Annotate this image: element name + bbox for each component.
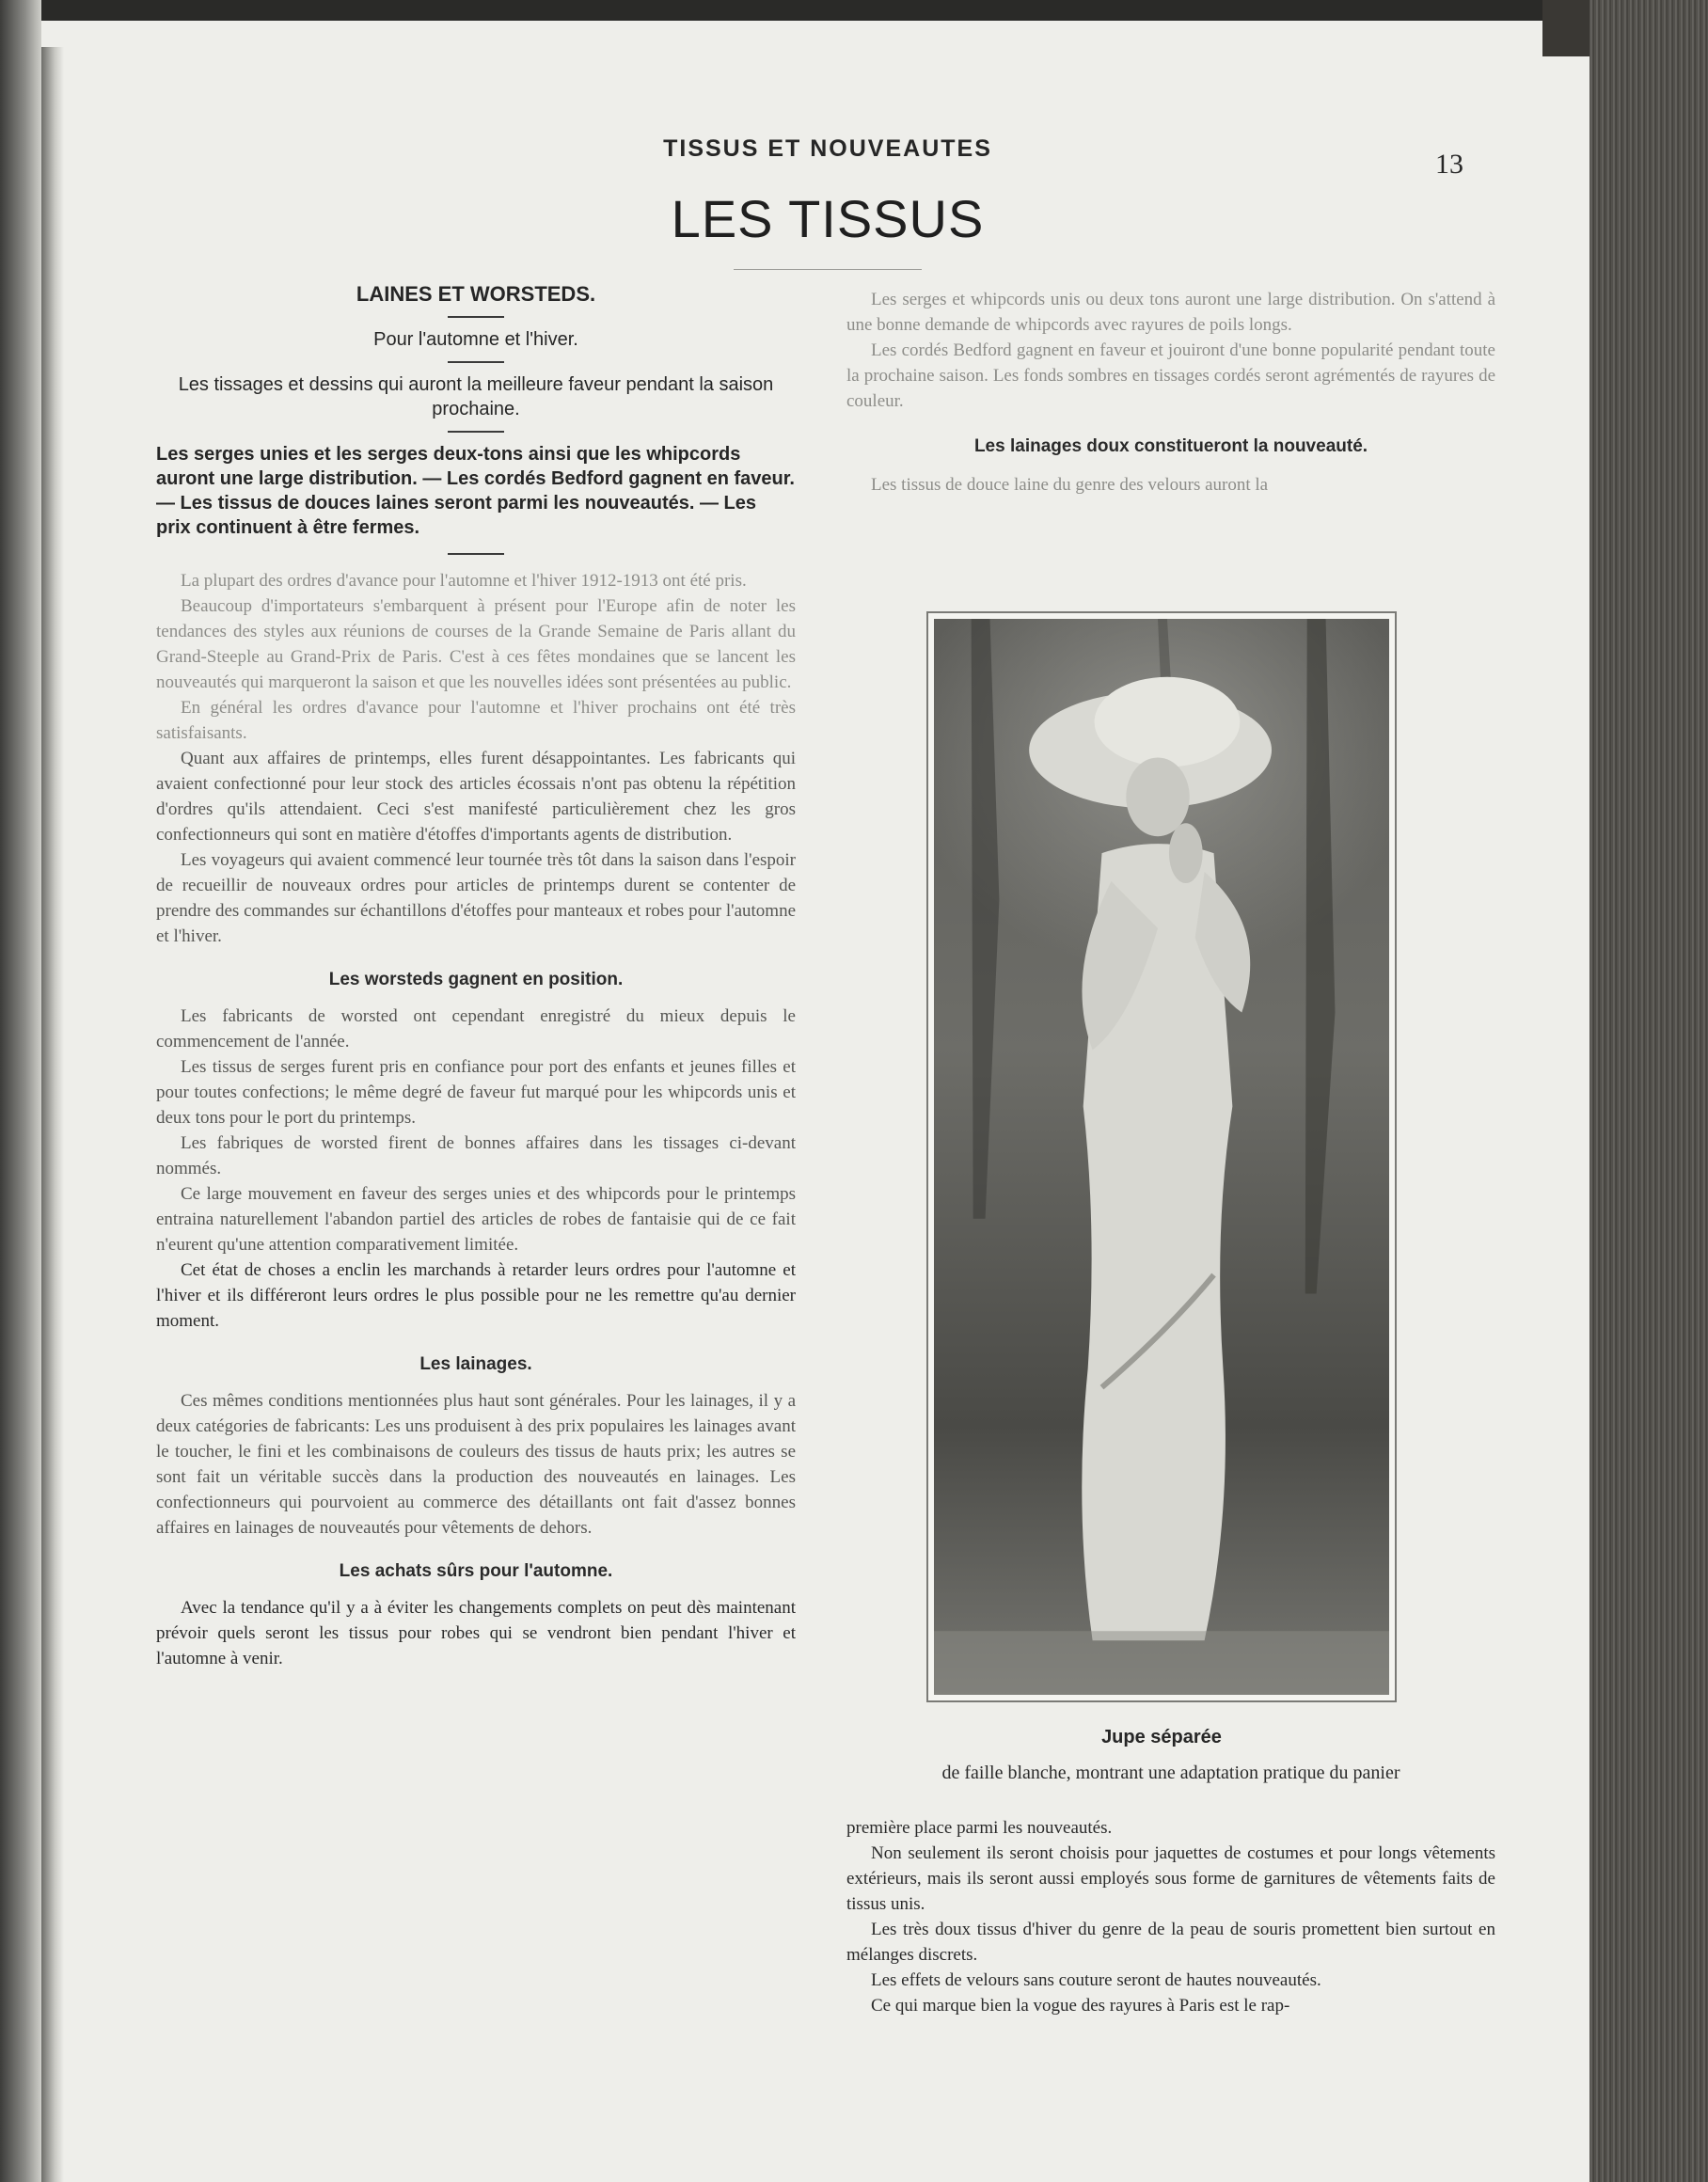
paragraph: Les très doux tissus d'hiver du genre de la peau de souris promettent bien surtout en mélanges discrets. bbox=[846, 1920, 1495, 1965]
paragraph: Avec la tendance qu'il y a à éviter les changements complets on peut dès maintenant prévoir quels seront les tissus pour robes qui se vendront bien pendant l'hiver et l'automne à venir. bbox=[156, 1598, 796, 1668]
paragraph: Les effets de velours sans couture seront de hautes nouveautés. bbox=[871, 1970, 1321, 1990]
photo-woman-in-dress bbox=[934, 619, 1389, 1695]
paragraph: Les serges et whipcords unis ou deux tons auront une large distribution. On s'attend à une bonne demande de whipcords avec rayures de poils longs. bbox=[846, 290, 1495, 335]
subheading-lainages: Les lainages. bbox=[419, 1354, 532, 1374]
paragraph: Beaucoup d'importateurs s'embarquent à présent pour l'Europe afin de noter les tendances des styles aux réunions de courses de la Grande Semaine de Paris allant du Grand-Steeple au Grand-Prix de Paris. C'est à ces fêtes mondaines que se lancent les nouveautés qui marqueront la saison et que les nouvelles idées sont présentées au public. bbox=[156, 596, 796, 692]
paragraph: Non seulement ils seront choisis pour jaquettes de costumes et pour longs vêtements extérieurs, mais ils seront aussi employés sous forme de garnitures de vêtements faits de tissus unis. bbox=[846, 1843, 1495, 1914]
season-heading: Pour l'automne et l'hiver. bbox=[373, 329, 578, 350]
fashion-photo bbox=[926, 611, 1397, 1702]
binding-shadow bbox=[0, 0, 41, 2182]
paragraph: Ce large mouvement en faveur des serges unies et des whipcords pour le printemps entraina naturellement l'abandon partiel des articles de robes de fantaisie qui de ce fait n'eurent qu'une attention comparativement limitée. bbox=[156, 1184, 796, 1255]
paragraph: Les tissus de douce laine du genre des velours auront la bbox=[871, 475, 1269, 495]
paragraph: Quant aux affaires de printemps, elles furent désappointantes. Les fabricants qui avaient confectionné pour leur stock des articles écossais n'ont pas obtenu la répétition d'ordres qu'ils attendaient. Ceci s'est manifesté particulièrement chez les gros confectionneurs qui sont en matière d'étoffes d'importants agents de distribution. bbox=[156, 749, 796, 845]
paragraph: Les cordés Bedford gagnent en faveur et jouiront d'une bonne popularité pendant toute la prochaine saison. Les fonds sombres en tissages cordés seront agrémentés de rayures de couleur. bbox=[846, 340, 1495, 411]
paragraph: La plupart des ordres d'avance pour l'automne et l'hiver 1912-1913 ont été pris. bbox=[181, 571, 747, 591]
subheading-lainages-doux: Les lainages doux constitueront la nouveauté. bbox=[973, 436, 1368, 456]
worsteds-text bbox=[156, 1004, 796, 1334]
deck: Les tissages et dessins qui auront la meilleure faveur pendant la saison prochaine. bbox=[178, 374, 774, 419]
paragraph: Les tissus de serges furent pris en confiance pour port des enfants et jeunes filles et pour toutes confections; le même degré de faveur fut marqué pour les whipcords unis et deux tons pour le port du printemps. bbox=[156, 1057, 796, 1128]
rule bbox=[448, 316, 504, 318]
paragraph: Les fabriques de worsted firent de bonnes affaires dans les tissages ci-devant nommés. bbox=[156, 1133, 796, 1178]
rule bbox=[448, 431, 504, 433]
paragraph: Ces mêmes conditions mentionnées plus haut sont générales. Pour les lainages, il y a deux catégories de fabricants: Les uns produisent à des prix populaires les lainages avant le toucher, le fini et les combinaisons de couleurs des tissus de hauts prix; les autres se sont fait un véritable succès dans la production des nouveautés en lainages. Les confectionneurs qui pourvoient au commerce des détaillants ont fait d'assez bonnes affaires en lainages de nouveautés pour vêtements de dehors. bbox=[156, 1391, 796, 1538]
figure-silhouette bbox=[934, 619, 1389, 1695]
subheading-worsteds: Les worsteds gagnent en position. bbox=[328, 970, 624, 989]
page-curl bbox=[41, 47, 64, 2182]
running-head: TISSUS ET NOUVEAUTES bbox=[663, 135, 992, 162]
paragraph: Les fabricants de worsted ont cependant enregistré du mieux depuis le commencement de l'année. bbox=[156, 1006, 796, 1051]
paragraph: première place parmi les nouveautés. bbox=[846, 1818, 1113, 1838]
section-title: LAINES ET WORSTEDS. bbox=[356, 282, 596, 306]
summary-lede: Les serges unies et les serges deux-tons ainsi que les whipcords auront une large distribution. — Les cordés Bedford gagnent en faveur. — Les tissus de douces laines seront parmi les nouveautés. — Les prix continuent à être fermes. bbox=[156, 444, 795, 538]
title-rule bbox=[734, 269, 922, 270]
page-title: LES TISSUS bbox=[671, 189, 985, 248]
paragraph: Les voyageurs qui avaient commencé leur tournée très tôt dans la saison dans l'espoir de recueillir de nouveaux ordres pour articles de printemps durent se contenter de prendre des commandes sur échantillons d'étoffes pour manteaux et robes pour l'automne et l'hiver. bbox=[156, 850, 796, 946]
book-page-edges bbox=[1589, 0, 1708, 2182]
right-column-continued bbox=[846, 1815, 1495, 2018]
rule bbox=[448, 553, 504, 555]
paragraph: Cet état de choses a enclin les marchands à retarder leurs ordres pour l'automne et l'hiver et ils différeront leurs ordres le plus possible pour ne les remettre qu'au dernier moment. bbox=[156, 1260, 796, 1331]
page-number: 13 bbox=[1435, 149, 1463, 180]
left-column bbox=[156, 282, 796, 1671]
intro-text bbox=[156, 568, 796, 949]
caption-title: Jupe séparée bbox=[1101, 1727, 1222, 1747]
rule bbox=[448, 361, 504, 363]
right-column bbox=[846, 287, 1495, 498]
caption-text: de faille blanche, montrant une adaptation pratique du panier bbox=[941, 1763, 1400, 1783]
paragraph: En général les ordres d'avance pour l'automne et l'hiver prochains ont été très satisfaisants. bbox=[156, 698, 796, 743]
paragraph: Ce qui marque bien la vogue des rayures à Paris est le rap- bbox=[871, 1996, 1290, 2016]
subheading-achats: Les achats sûrs pour l'automne. bbox=[339, 1561, 613, 1581]
